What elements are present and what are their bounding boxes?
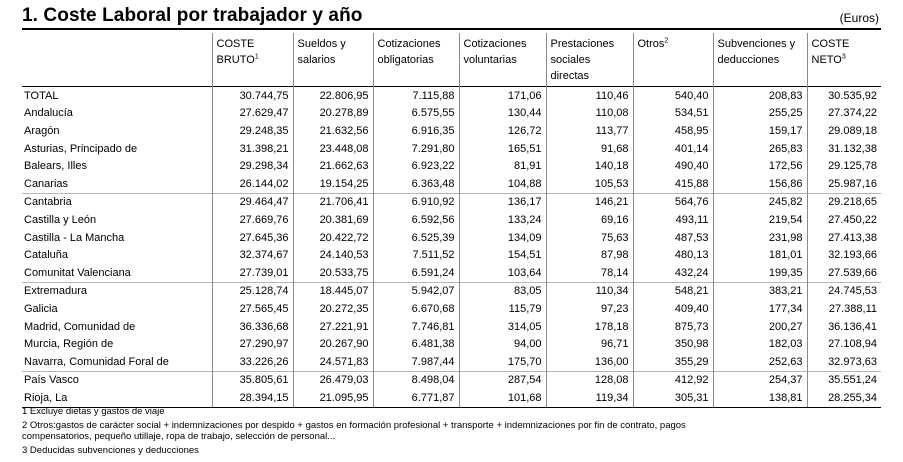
table-row [22, 193, 881, 211]
value-cell: 25.987,16 [807, 175, 881, 193]
value-cell: 134,09 [459, 229, 546, 247]
value-cell: 35.551,24 [807, 371, 881, 389]
table-row [22, 175, 881, 193]
value-cell: 432,24 [633, 264, 713, 282]
value-cell: 30.535,92 [807, 87, 881, 105]
value-cell: 350,98 [633, 335, 713, 353]
table-row [22, 229, 881, 247]
region-cell: Comunitat Valenciana [24, 266, 131, 279]
value-cell: 165,51 [459, 140, 546, 158]
value-cell: 26.144,02 [212, 175, 293, 193]
footnotes [22, 406, 722, 458]
value-cell: 33.226,26 [212, 353, 293, 371]
region-cell: Navarra, Comunidad Foral de [24, 355, 169, 368]
column-header: Sueldos y salarios [293, 33, 373, 87]
value-cell: 126,72 [459, 122, 546, 140]
value-cell: 401,14 [633, 140, 713, 158]
value-cell: 254,37 [713, 371, 807, 389]
region-cell: Cataluña [24, 249, 69, 262]
value-cell: 21.706,41 [293, 193, 373, 211]
value-cell: 548,21 [633, 282, 713, 300]
value-cell: 181,01 [713, 246, 807, 264]
value-cell: 35.805,61 [212, 371, 293, 389]
value-cell: 6.525,39 [373, 229, 459, 247]
value-cell: 7.291,80 [373, 140, 459, 158]
value-cell: 23.448,08 [293, 140, 373, 158]
value-cell: 27.450,22 [807, 211, 881, 229]
value-cell: 175,70 [459, 353, 546, 371]
value-cell: 75,63 [546, 229, 633, 247]
value-cell: 8.498,04 [373, 371, 459, 389]
column-header: Otros$^2$ [633, 33, 713, 87]
value-cell: 27.290,97 [212, 335, 293, 353]
value-cell: 154,51 [459, 246, 546, 264]
column-header: Cotizaciones obligatorias [373, 33, 459, 87]
value-cell: 6.592,56 [373, 211, 459, 229]
value-cell: 110,46 [546, 87, 633, 105]
value-cell: 136,00 [546, 353, 633, 371]
value-cell: 138,81 [713, 389, 807, 407]
table-row [22, 140, 881, 158]
value-cell: 265,83 [713, 140, 807, 158]
value-cell: 6.575,55 [373, 105, 459, 123]
value-cell: 6.916,35 [373, 122, 459, 140]
value-cell: 27.221,91 [293, 318, 373, 336]
value-cell: 208,83 [713, 87, 807, 105]
column-header: Cotizaciones voluntarias [459, 33, 546, 87]
value-cell: 6.923,22 [373, 157, 459, 175]
value-cell: 36.336,68 [212, 318, 293, 336]
footnote: 2 Otros:gastos de carácter social + indemnizaciones por despido + gastos en formación profesional + transporte + indemnizaciones por fin de contrato, pagos compensatorios, pequeño utillaje, ropa de trabajo, selección de personal... [22, 419, 686, 442]
region-cell: Extremadura [22, 282, 212, 300]
value-cell: 25.128,74 [212, 282, 293, 300]
value-cell: 96,71 [546, 335, 633, 353]
value-cell: 110,34 [546, 282, 633, 300]
value-cell: 32.973,63 [807, 353, 881, 371]
table-row [22, 353, 881, 371]
value-cell: 81,91 [459, 157, 546, 175]
value-cell: 83,05 [459, 282, 546, 300]
value-cell: 20.381,69 [293, 211, 373, 229]
table-row [22, 371, 881, 389]
value-cell: 27.645,36 [212, 229, 293, 247]
value-cell: 101,68 [459, 389, 546, 407]
value-cell: 28.255,34 [807, 389, 881, 407]
value-cell: 490,40 [633, 157, 713, 175]
footnote: 1 Excluye dietas y gastos de viaje [22, 406, 165, 417]
value-cell: 119,34 [546, 389, 633, 407]
value-cell: 314,05 [459, 318, 546, 336]
value-cell: 27.669,76 [212, 211, 293, 229]
region-cell: Castilla y León [24, 213, 97, 226]
region-column-header [22, 33, 212, 87]
region-cell: País Vasco [22, 371, 212, 389]
value-cell: 540,40 [633, 87, 713, 105]
value-cell: 136,17 [459, 193, 546, 211]
value-cell: 5.942,07 [373, 282, 459, 300]
value-cell: 94,00 [459, 335, 546, 353]
value-cell: 78,14 [546, 264, 633, 282]
value-cell: 29.125,78 [807, 157, 881, 175]
table-header-row [22, 33, 881, 87]
value-cell: 219,54 [713, 211, 807, 229]
value-cell: 20.267,90 [293, 335, 373, 353]
value-cell: 177,34 [713, 300, 807, 318]
value-cell: 6.363,48 [373, 175, 459, 193]
page-title: 1. Coste Laboral por trabajador y año [22, 5, 363, 26]
value-cell: 159,17 [713, 122, 807, 140]
value-cell: 199,35 [713, 264, 807, 282]
value-cell: 26.479,03 [293, 371, 373, 389]
value-cell: 133,24 [459, 211, 546, 229]
value-cell: 130,44 [459, 105, 546, 123]
value-cell: 29.089,18 [807, 122, 881, 140]
value-cell: 103,64 [459, 264, 546, 282]
table-row [22, 282, 881, 300]
region-cell: Andalucía [24, 107, 73, 120]
value-cell: 245,82 [713, 193, 807, 211]
column-header: COSTE BRUTO$^1$ [212, 33, 293, 87]
region-cell: Asturias, Principado de [24, 142, 138, 155]
value-cell: 21.632,56 [293, 122, 373, 140]
table-row [22, 300, 881, 318]
value-cell: 21.662,63 [293, 157, 373, 175]
value-cell: 7.746,81 [373, 318, 459, 336]
value-cell: 156,86 [713, 175, 807, 193]
value-cell: 19.154,25 [293, 175, 373, 193]
value-cell: 29.298,34 [212, 157, 293, 175]
value-cell: 69,16 [546, 211, 633, 229]
region-cell: Aragón [24, 124, 60, 137]
value-cell: 27.739,01 [212, 264, 293, 282]
table-row [22, 157, 881, 175]
value-cell: 182,03 [713, 335, 807, 353]
value-cell: 22.806,95 [293, 87, 373, 105]
value-cell: 24.571,83 [293, 353, 373, 371]
value-cell: 29.464,47 [212, 193, 293, 211]
value-cell: 32.374,67 [212, 246, 293, 264]
footnote: 3 Deducidas subvenciones y deducciones [22, 444, 199, 456]
value-cell: 27.565,45 [212, 300, 293, 318]
value-cell: 6.591,24 [373, 264, 459, 282]
value-cell: 493,11 [633, 211, 713, 229]
value-cell: 128,08 [546, 371, 633, 389]
value-cell: 534,51 [633, 105, 713, 123]
value-cell: 29.218,65 [807, 193, 881, 211]
value-cell: 27.374,22 [807, 105, 881, 123]
value-cell: 87,98 [546, 246, 633, 264]
value-cell: 31.132,38 [807, 140, 881, 158]
value-cell: 21.095,95 [293, 389, 373, 407]
value-cell: 7.115,88 [373, 87, 459, 105]
value-cell: 27.539,66 [807, 264, 881, 282]
value-cell: 115,79 [459, 300, 546, 318]
region-cell: Balears, Illes [24, 160, 87, 173]
value-cell: 27.108,94 [807, 335, 881, 353]
value-cell: 27.388,11 [807, 300, 881, 318]
value-cell: 6.670,68 [373, 300, 459, 318]
value-cell: 458,95 [633, 122, 713, 140]
table-row [22, 318, 881, 336]
table-row [22, 389, 881, 407]
value-cell: 20.422,72 [293, 229, 373, 247]
value-cell: 20.272,35 [293, 300, 373, 318]
value-cell: 110,08 [546, 105, 633, 123]
title-rule [22, 28, 881, 30]
value-cell: 27.629,47 [212, 105, 293, 123]
value-cell: 231,98 [713, 229, 807, 247]
region-cell: Rioja, La [22, 389, 212, 407]
region-cell: Murcia, Región de [24, 338, 114, 351]
value-cell: 36.136,41 [807, 318, 881, 336]
value-cell: 105,53 [546, 175, 633, 193]
region-cell: Madrid, Comunidad de [24, 320, 136, 333]
value-cell: 172,56 [713, 157, 807, 175]
value-cell: 409,40 [633, 300, 713, 318]
table-row [22, 335, 881, 353]
value-cell: 20.533,75 [293, 264, 373, 282]
table-row [22, 264, 881, 282]
table-row [22, 122, 881, 140]
region-cell: TOTAL [22, 87, 212, 105]
value-cell: 875,73 [633, 318, 713, 336]
value-cell: 24.745,53 [807, 282, 881, 300]
value-cell: 104,88 [459, 175, 546, 193]
region-cell: Cantabria [22, 193, 212, 211]
value-cell: 18.445,07 [293, 282, 373, 300]
value-cell: 200,27 [713, 318, 807, 336]
value-cell: 255,25 [713, 105, 807, 123]
value-cell: 97,23 [546, 300, 633, 318]
value-cell: 29.248,35 [212, 122, 293, 140]
value-cell: 171,06 [459, 87, 546, 105]
value-cell: 564,76 [633, 193, 713, 211]
value-cell: 32.193,66 [807, 246, 881, 264]
table-row [22, 87, 881, 105]
table-row [22, 246, 881, 264]
region-cell: Canarias [24, 177, 69, 190]
value-cell: 113,77 [546, 122, 633, 140]
region-cell: Galicia [24, 302, 58, 315]
value-cell: 91,68 [546, 140, 633, 158]
value-cell: 6.481,38 [373, 335, 459, 353]
value-cell: 31.398,21 [212, 140, 293, 158]
region-cell: Castilla - La Mancha [24, 231, 125, 244]
value-cell: 7.987,44 [373, 353, 459, 371]
value-cell: 6.910,92 [373, 193, 459, 211]
value-cell: 487,53 [633, 229, 713, 247]
value-cell: 305,31 [633, 389, 713, 407]
value-cell: 7.511,52 [373, 246, 459, 264]
table-row [22, 211, 881, 229]
value-cell: 383,21 [713, 282, 807, 300]
value-cell: 412,92 [633, 371, 713, 389]
value-cell: 178,18 [546, 318, 633, 336]
value-cell: 24.140,53 [293, 246, 373, 264]
column-header: COSTE NETO$^3$ [807, 33, 881, 87]
value-cell: 30.744,75 [212, 87, 293, 105]
value-cell: 20.278,89 [293, 105, 373, 123]
value-cell: 480,13 [633, 246, 713, 264]
value-cell: 140,18 [546, 157, 633, 175]
table-row [22, 105, 881, 123]
units-label: (Euros) [839, 11, 879, 25]
value-cell: 146,21 [546, 193, 633, 211]
value-cell: 27.413,38 [807, 229, 881, 247]
value-cell: 287,54 [459, 371, 546, 389]
value-cell: 252,63 [713, 353, 807, 371]
column-header: Subvenciones y deducciones [713, 33, 807, 87]
column-header: Prestaciones sociales directas [546, 33, 633, 87]
value-cell: 415,88 [633, 175, 713, 193]
value-cell: 28.394,15 [212, 389, 293, 407]
value-cell: 6.771,87 [373, 389, 459, 407]
value-cell: 355,29 [633, 353, 713, 371]
labour-cost-table [22, 33, 881, 408]
